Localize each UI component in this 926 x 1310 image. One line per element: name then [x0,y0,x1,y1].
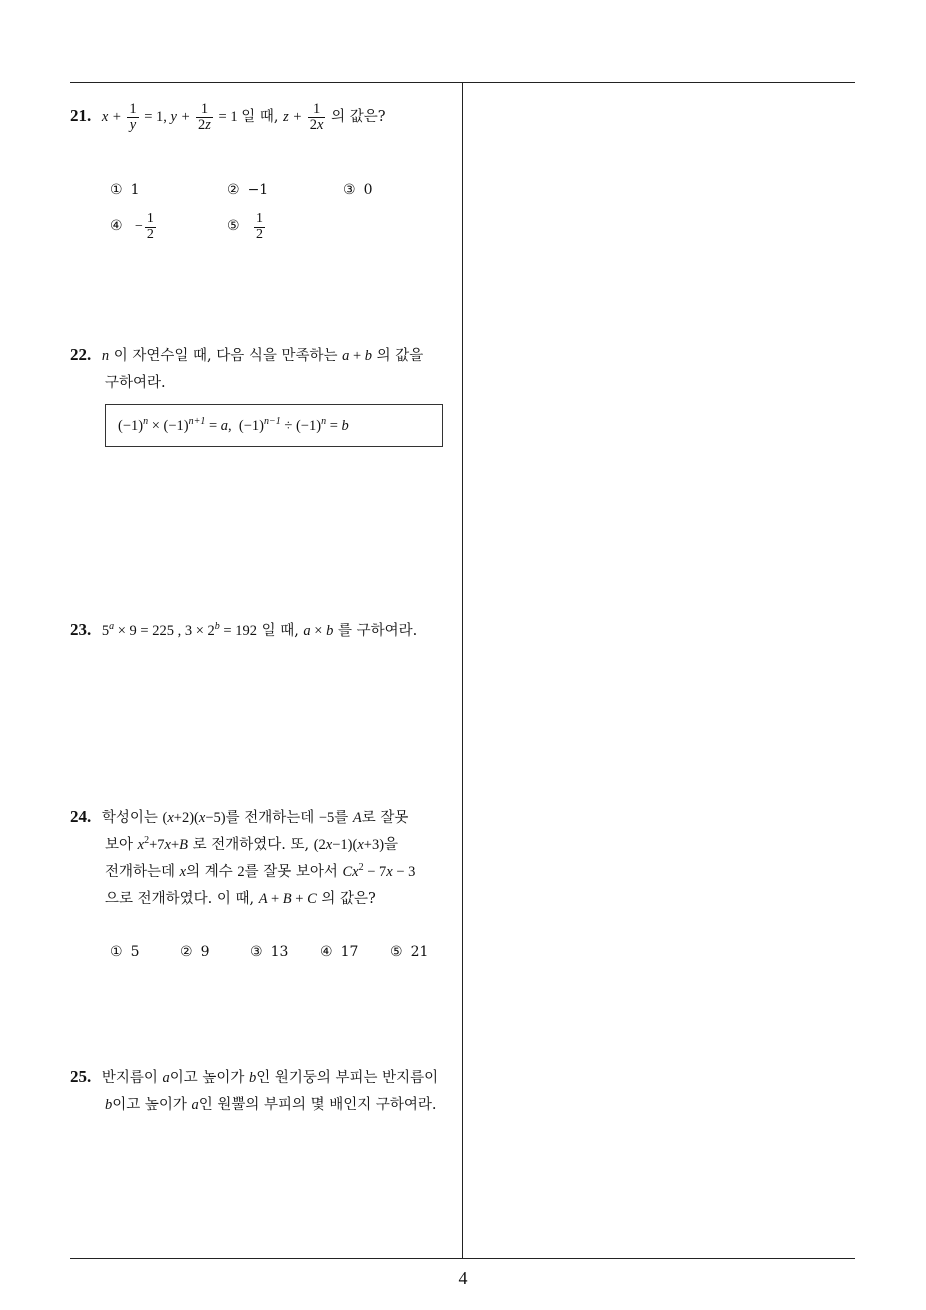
question-text: 의 값은? [331,109,386,126]
choice-4[interactable]: ④ − $\frac{1}{2}$ [110,211,154,242]
choice-2[interactable]: ② 9 [180,944,210,960]
page-number: 4 [458,1268,468,1288]
question-22: 22. n 이 자연수일 때, 다음 식을 만족하는 a + b 의 값을 구하여라. [70,345,424,391]
question-21 [70,102,462,133]
question-number: 23. [70,620,92,639]
choice-5[interactable]: ⑤ $\frac{1}{2}$ [227,211,264,242]
bottom-rule [70,1258,855,1259]
question-number: 22. [70,345,92,364]
question-23: 23. 5$^a$ × 9 = 225 , $3 \times 2^b = 192$ 일 때, a × b 를 구하여라. [70,620,418,639]
equation: x + $\frac{1}{y}$ = 1, y + $\frac{1}{2z}$ = 1 [101,101,238,134]
question-25: 25. 반지름이 a이고 높이가 b인 원기둥의 부피는 반지름이 b이고 높이가 a인 원뿔의 부피의 몇 배인지 구하여라. [70,1067,439,1113]
text: 일 때, [241,109,279,126]
question-number: 25. [70,1067,92,1086]
equation: z + $\frac{1}{2x}$ [283,101,324,134]
choice-3[interactable]: ③ 13 [250,944,289,960]
choice-4[interactable]: ④ 17 [320,944,359,960]
equation-box: $(-1)^n \times (-1)^{n+1} = a$, $(-1)^{n-1} \div (-1)^n = b$ [105,404,443,447]
choice-2[interactable]: ② −1 [227,182,269,198]
question-number: 21. [70,106,92,126]
column-divider [462,82,463,1258]
choice-1[interactable]: ① 1 [110,182,140,198]
choice-3[interactable]: ③ 0 [343,182,373,198]
question-24: 24. 학성이는 (x+2)(x−5)를 전개하는데 −5를 A로 잘못 보아 $x^2+7x+B$ 로 전개하였다. 또, (2x−1)(x+3)을 전개하는데 x의 계수 2를 잘못 보아서 Cx$^2$ − 7x − 3 으로 전개하였다. 이 때, A + B + C 의 값은? [70,807,416,907]
choice-1[interactable]: ① 5 [110,944,140,960]
question-number: 24. [70,807,92,826]
choice-5[interactable]: ⑤ 21 [390,944,429,960]
